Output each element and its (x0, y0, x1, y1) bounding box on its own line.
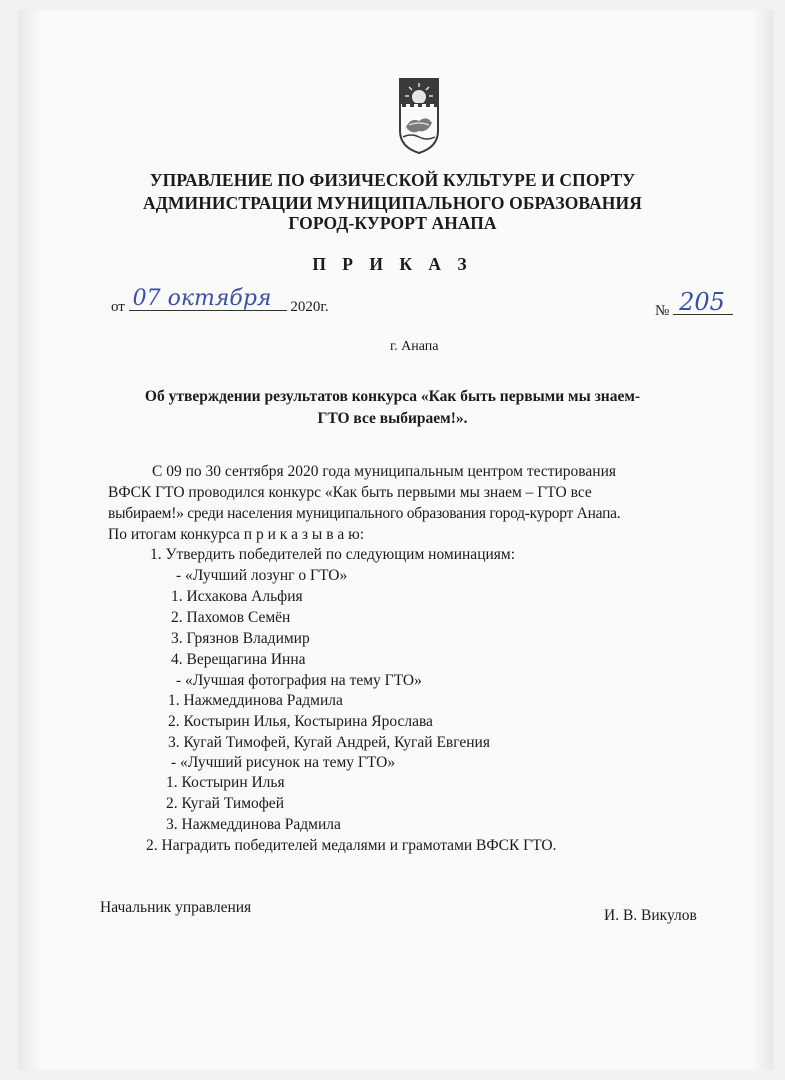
nomination-title: - «Лучшая фотография на тему ГТО» (176, 672, 422, 689)
body-line-1: С 09 по 30 сентября 2020 года муниципальным центром тестирования (152, 463, 617, 480)
signature-position: Начальник управления (100, 899, 252, 916)
subject-line-2: ГТО все выбираем!». (317, 410, 468, 427)
number-prefix: № (655, 303, 670, 319)
list-item: 2. Наградить победителей медалями и грамотами ВФСК ГТО. (146, 837, 557, 854)
body-line-2: ВФСК ГТО проводился конкурс «Как быть первыми мы знаем – ГТО все (108, 484, 592, 501)
coat-of-arms-emblem (397, 77, 441, 155)
nomination-title: - «Лучший рисунок на тему ГТО» (171, 754, 396, 771)
date-prefix: от (111, 299, 125, 315)
order-number (655, 288, 733, 320)
nomination-title: - «Лучший лозунг о ГТО» (176, 567, 348, 584)
list-item: 1. Нажмеддинова Радмила (168, 692, 343, 709)
list-item: 2. Пахомов Семён (171, 609, 291, 626)
body-line-3: выбираем!» среди населения муниципального образования город-курорт Анапа. (108, 505, 621, 522)
list-item: 3. Кугай Тимофей, Кугай Андрей, Кугай Евгения (168, 734, 490, 751)
subject-line-1: Об утверждении результатов конкурса «Как быть первыми мы знаем- (144, 388, 641, 405)
city: г. Анапа (390, 339, 439, 354)
header-line-1: УПРАВЛЕНИЕ ПО ФИЗИЧЕСКОЙ КУЛЬТУРЕ И СПОРТУ (149, 170, 636, 190)
date-handwritten: 07 октября (132, 286, 272, 311)
header-line-2: АДМИНИСТРАЦИИ МУНИЦИПАЛЬНОГО ОБРАЗОВАНИЯ (143, 193, 642, 213)
list-item: 2. Кугай Тимофей (166, 795, 284, 812)
date-underline (129, 286, 287, 311)
number-handwritten: 205 (679, 288, 725, 316)
list-item: 1. Утвердить победителей по следующим номинациям: (150, 546, 516, 563)
list-item: 3. Нажмеддинова Радмила (166, 816, 341, 833)
signature-name: И. В. Викулов (604, 907, 697, 924)
header-line-3: ГОРОД-КУРОРТ АНАПА (288, 213, 497, 233)
body-line-4: По итогам конкурса п р и к а з ы в а ю: (108, 526, 365, 543)
order-date (111, 286, 329, 316)
date-suffix: 2020г. (290, 299, 329, 315)
list-item: 1. Исхакова Альфия (171, 588, 303, 605)
order-title: П Р И К А З (312, 254, 473, 274)
number-underline (673, 288, 733, 316)
list-item: 4. Верещагина Инна (171, 651, 306, 668)
list-item: 1. Костырин Илья (166, 774, 285, 791)
list-item: 3. Грязнов Владимир (171, 630, 310, 647)
list-item: 2. Костырин Илья, Костырина Ярослава (168, 713, 433, 730)
